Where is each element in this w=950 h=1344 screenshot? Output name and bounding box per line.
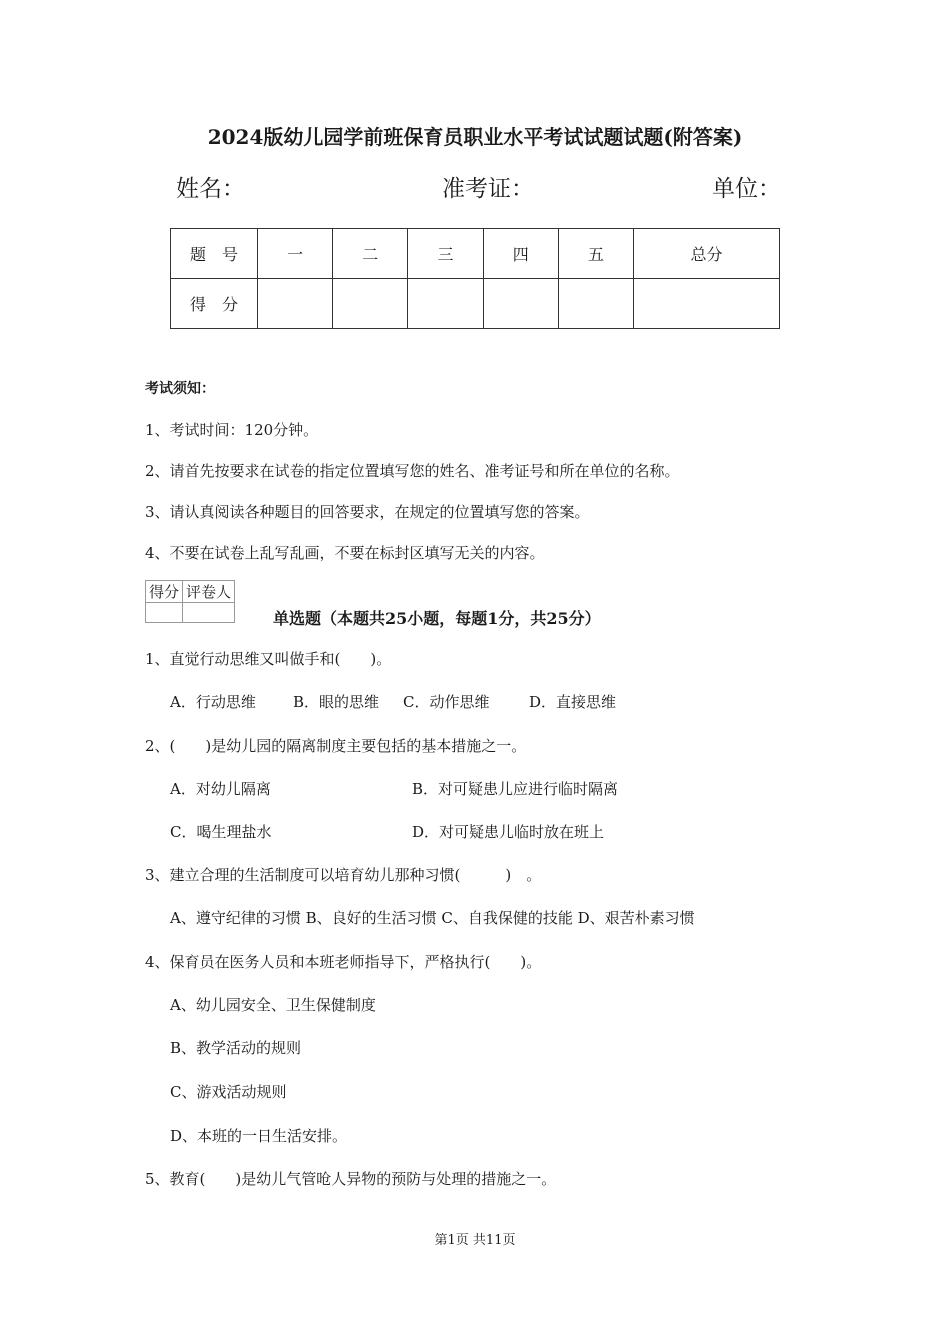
option: C．动作思维: [403, 693, 490, 711]
option: B．对可疑患儿应进行临时隔离: [412, 780, 619, 798]
option: D、本班的一日生活安排。: [170, 1127, 348, 1145]
option: C、游戏活动规则: [170, 1083, 287, 1101]
exam-id-label: 准考证：: [442, 176, 534, 202]
note-item: 4、不要在试卷上乱写乱画，不要在标封区填写无关的内容。: [145, 544, 545, 562]
score-cell[interactable]: [258, 279, 333, 329]
option: A．对幼儿隔离: [170, 780, 271, 798]
note-item: 3、请认真阅读各种题目的回答要求，在规定的位置填写您的答案。: [145, 503, 590, 521]
score-table-header-row: [171, 229, 780, 279]
notes-heading: 考试须知：: [145, 381, 215, 397]
question-stem: 3、建立合理的生活制度可以培育幼儿那种习惯( ) 。: [145, 866, 542, 884]
option: D．对可疑患儿临时放在班上: [412, 823, 605, 841]
score-col-5: 五: [558, 229, 633, 279]
page-footer: 第1页 共11页: [434, 1233, 516, 1248]
grader-reviewer-cell[interactable]: [183, 603, 235, 623]
note-item: 2、请首先按要求在试卷的指定位置填写您的姓名、准考证号和所在单位的名称。: [145, 462, 680, 480]
option: B、教学活动的规则: [170, 1039, 302, 1057]
page-title: 2024版幼儿园学前班保育员职业水平考试试题试题(附答案): [207, 125, 743, 149]
score-cell[interactable]: [483, 279, 558, 329]
option: C．喝生理盐水: [170, 823, 272, 841]
score-col-total: 总分: [634, 229, 780, 279]
score-label: 得 分: [171, 279, 258, 329]
score-col-1: 一: [258, 229, 333, 279]
grader-score-label: 得分: [146, 581, 183, 603]
score-cell[interactable]: [558, 279, 633, 329]
grader-reviewer-label: 评卷人: [183, 581, 235, 603]
score-cell[interactable]: [408, 279, 483, 329]
option: D．直接思维: [529, 693, 617, 711]
score-col-3: 三: [408, 229, 483, 279]
question-number-label: 题 号: [171, 229, 258, 279]
score-col-4: 四: [483, 229, 558, 279]
option: A、幼儿园安全、卫生保健制度: [170, 996, 376, 1014]
score-col-2: 二: [333, 229, 408, 279]
option: A．行动思维: [170, 693, 256, 711]
score-table-score-row: [171, 279, 780, 329]
section-title: 单选题（本题共25小题，每题1分，共25分）: [273, 609, 601, 628]
grader-box: [145, 580, 235, 623]
option: B．眼的思维: [293, 693, 380, 711]
score-cell[interactable]: [333, 279, 408, 329]
option-line: A、遵守纪律的习惯 B、良好的生活习惯 C、自我保健的技能 D、艰苦朴素习惯: [170, 909, 695, 927]
grader-score-cell[interactable]: [146, 603, 183, 623]
name-label: 姓名：: [176, 176, 245, 202]
question-stem: 1、直觉行动思维又叫做手和( )。: [145, 650, 392, 668]
note-item: 1、考试时间：120分钟。: [145, 421, 319, 439]
score-table: [170, 228, 780, 329]
unit-label: 单位：: [712, 176, 781, 202]
question-stem: 5、教育( )是幼儿气管呛人异物的预防与处理的措施之一。: [145, 1170, 557, 1188]
question-stem: 2、( )是幼儿园的隔离制度主要包括的基本措施之一。: [145, 737, 527, 755]
question-stem: 4、保育员在医务人员和本班老师指导下，严格执行( )。: [145, 953, 542, 971]
score-cell[interactable]: [634, 279, 780, 329]
